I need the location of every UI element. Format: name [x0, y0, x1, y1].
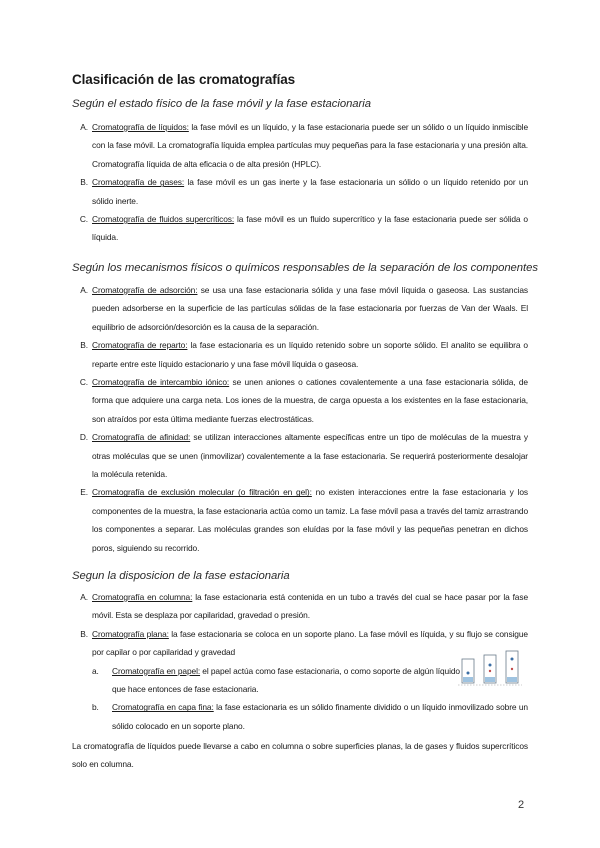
item-text: no existen interacciones entre la fase estacionaria y los componentes de la muestra, la fase estacionaria actúa como un tamiz. La fase móvil pasa a través del tamiz arrastrando los componentes a separar. Las moléculas grandes son eluídas por la fase móvil y las pequeñas penetran en dichos poros, siguiendo su recorrido. [92, 487, 528, 553]
item-marker: b. [92, 702, 99, 713]
list-physical-state [72, 118, 528, 247]
section-heading-physical-state: Según el estado físico de la fase móvil y la fase estacionaria [72, 98, 371, 110]
sub-list-item [72, 662, 460, 699]
page-number: 2 [518, 799, 525, 811]
list-item [72, 428, 528, 483]
closing-paragraph: La cromatografía de líquidos puede llevarse a cabo en columna o sobre superficies planas, la de gases y fluidos supercríticos solo en columna. [72, 741, 528, 770]
item-term: Cromatografía de adsorción: [92, 285, 198, 295]
item-marker: C. [79, 214, 88, 225]
item-term: Cromatografía de afinidad: [92, 432, 191, 443]
list-item [72, 336, 528, 373]
list-item [72, 483, 528, 557]
item-marker: A. [80, 592, 88, 602]
item-text: la fase móvil es un gas inerte y la fase estacionaria un sólido o un líquido retenido por un sólido inerte. [92, 177, 529, 206]
item-text: se usa una fase estacionaria sólida y una fase móvil líquida o gaseosa. Las sustancias pueden adsorberse en la superficie de las partículas sólidas de la fase estacionaria por fuerzas de Van der Waals. El equilibrio de adsorción/desorción es la causa de la separación. [92, 285, 528, 332]
item-term: Cromatografía de reparto: [92, 340, 188, 351]
chromatography-figure-image [458, 647, 522, 687]
item-term: Cromatografía de exclusión molecular (o filtración en gel): [92, 487, 312, 498]
item-marker: B. [80, 628, 88, 639]
page-title: Clasificación de las cromatografías [72, 72, 296, 87]
item-text: la fase estacionaria está contenida en un tubo a través del cual se hace pasar por la fase móvil. Esta se desplaza por capilaridad, gravedad o presión. [92, 592, 528, 621]
item-term: Cromatografía en capa fina: [112, 702, 214, 713]
list-item [72, 588, 528, 625]
item-text: la fase móvil es un fluido supercrítico y la fase estacionaria puede ser sólida o líquida. [92, 214, 528, 243]
item-text: la fase móvil es un líquido, y la fase estacionaria puede ser un sólido o un líquido inmiscible con la fase móvil. La cromatografía líquida emplea partículas muy pequeñas para la fase estacionaria y una presión alta. Cromatografía líquida de alta eficacia o de alta presión (HPLC). [92, 122, 529, 169]
list-item [72, 373, 528, 428]
item-marker: D. [79, 432, 88, 443]
item-marker: A. [80, 285, 88, 295]
list-item [72, 118, 528, 173]
section-heading-arrangement: Segun la disposicion de la fase estacionaria [72, 570, 290, 582]
list-item [72, 210, 528, 247]
sub-list-item [72, 698, 528, 735]
item-term: Cromatografía de fluidos supercríticos: [92, 214, 235, 225]
item-marker: E. [80, 487, 88, 498]
item-marker: a. [92, 665, 99, 676]
item-text: la fase estacionaria es un sólido finamente dividido o un líquido inmovilizado sobre un sólido colocado en un soporte plano. [112, 702, 528, 731]
item-text: se unen aniones o cationes covalentemente a una fase estacionaria sólida, de forma que adquiere una carga neta. Los iones de la muestra, de carga opuesta a los existentes en la fase estacionaria, son atraídos por esta última mediante fuerzas electrostáticas. [92, 377, 528, 424]
section-heading-mechanisms: Según los mecanismos físicos o químicos responsables de la separación de los componentes [72, 262, 538, 274]
item-term: Cromatografía de líquidos: [92, 122, 189, 132]
item-marker: B. [80, 177, 88, 188]
item-marker: A. [80, 122, 88, 132]
item-text: la fase estacionaria es un líquido retenido sobre un soporte sólido. El analito se equilibra o reparte entre este líquido estacionario y una fase móvil líquida o gaseosa. [92, 340, 528, 369]
list-item [72, 281, 528, 336]
item-term: Cromatografía en papel: [112, 665, 201, 676]
item-text: se utilizan interacciones altamente específicas entre un tipo de moléculas de la muestra y otras moléculas que se unen (inmovilizar) covalentemente a la fase estacionaria. Se requerirá posteriormente desalojar la molécula retenida. [92, 432, 528, 480]
item-marker: B. [80, 340, 88, 351]
item-marker: C. [79, 377, 88, 388]
item-text: la fase estacionaria se coloca en un soporte plano. La fase móvil es líquida, y su flujo se consigue por capilar o por capilaridad y gravedad [92, 628, 528, 658]
item-term: Cromatografía en columna: [92, 592, 193, 602]
item-term: Cromatografía de gases: [92, 177, 185, 188]
list-mechanisms [72, 281, 528, 557]
item-term: Cromatografía plana: [92, 628, 169, 639]
item-text: el papel actúa como fase estacionaria, o como soporte de algún líquido que hace entonces de fase estacionaria. [112, 665, 460, 695]
list-item [72, 173, 528, 210]
item-term: Cromatografía de intercambio iónico: [92, 377, 230, 388]
